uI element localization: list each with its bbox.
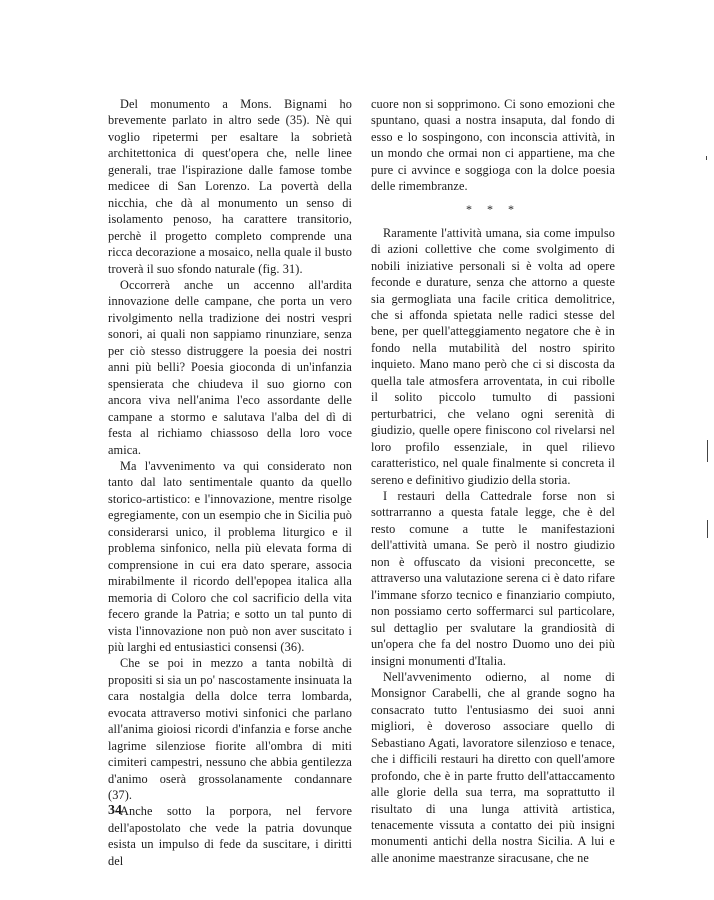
paragraph: Occorrerà anche un accenno all'ardita innovazione delle campane, che porta un vero rivolgimento nella tradizione dei nostri vespri sonori, ai quali non sappiamo rinunziare, senza per ciò stesso distruggere la poesia dei nostri anni più belli? Poesia gioconda di un'infanzia spensierata che chiudeva il suo giorno con ancora viva nell'anima l'eco assordante delle campane a stormo e salutava l'alba del dì di festa al richiamo chiassoso della loro voce amica. xyxy=(108,277,352,457)
paragraph: Che se poi in mezzo a tanta nobiltà di propositi si sia un po' nascostamente insinuata la cara nostalgia della dolce terra lombarda, evocata attraverso motivi sinfonici che parlano all'anima gioiosi ricordi d'infanzia e forse anche lagrime silenziose fiorite all'ombra di miti cimiteri campestri, nessuno che abbia gentilezza d'animo oserà grossolanamente condannare (37). xyxy=(108,656,352,803)
paragraph: cuore non si sopprimono. Ci sono emozioni che spuntano, quasi a nostra insaputa, dal fondo di esso e lo sospingono, con inconscia attività, in un mondo che ormai non ci appartiene, ma che pure ci avvince e soggioga con la dolce poesia delle rimembranze. xyxy=(371,97,615,194)
right-text-column xyxy=(371,96,615,866)
page-number: 34 xyxy=(108,803,122,818)
scan-mark xyxy=(706,156,707,160)
paragraph: Anche sotto la porpora, nel fervore dell'apostolato che vede la patria dovunque esista un impulso di fede da suscitare, i diritti del xyxy=(108,804,352,868)
paragraph: Ma l'avvenimento va qui considerato non tanto dal lato sentimentale quanto da quello storico-artistico: e l'innovazione, mentre risolge egregiamente, con un esempio che in Sicilia può considerarsi unico, il problema liturgico e il problema sinfonico, nella più elevata forma di comprensione in cui era dato sperare, associa mirabilmente il ricordo dell'epopea italica alla memoria di Coloro che col sacrificio della vita fecero grande la Patria; e sotto un tal punto di vista l'innovazione non può non aver suscitato i più larghi ed entusiastici consensi (36). xyxy=(108,458,352,654)
scan-mark xyxy=(707,440,708,462)
section-separator: * * * xyxy=(466,201,520,216)
paragraph: Raramente l'attività umana, sia come impulso di azioni collettive che come svolgimento di nobili iniziative personali si è volta ad opere feconde e durature, senza che attorno a queste sia germogliata una facile critica demolitrice, che si affonda spietata nelle radici stesse del bene, per quell'atteggiamento negatore che è in fondo nella mutabilità del nostro spirito inquieto. Mano mano però che ci si discosta da quella tale atmosfera arroventata, in cui ribolle il solito piccolo tumulto di passioni perturbatrici, che velano ogni serenità di giudizio, quelle opere finiscono col rivelarsi nel loro profilo essenziale, in quel rilievo caratteristico, nel quale finalmente si concreta il sereno e definitivo giudizio della storia. xyxy=(371,225,615,487)
paragraph: Del monumento a Mons. Bignami ho brevemente parlato in altro sede (35). Nè qui voglio ripetermi per esaltare la sobrietà architettonica di quest'opera che, nelle linee generali, trae l'ispirazione dalle famose tombe medicee di San Lorenzo. La povertà della nicchia, che dà al monumento un senso di isolamento penoso, ha carattere transitorio, perchè il progetto completo comprende una ricca decorazione a mosaico, nella quale il busto troverà il suo sfondo naturale (fig. 31). xyxy=(108,97,352,276)
paragraph: I restauri della Cattedrale forse non si sottrarranno a questa fatale legge, che è del resto comune a tutte le manifestazioni dell'attività umana. Se però il nostro giudizio non è offuscato da visioni preconcette, se attraverso una valutazione serena ci è dato rifare l'immane sforzo tecnico e finanziario compiuto, non possiamo certo soffermarci sul particolare, sul dettaglio per svalutare la grandiosità di un'opera che fa del nostro Duomo uno dei più insigni monumenti d'Italia. xyxy=(371,488,615,668)
left-text-column xyxy=(108,96,352,869)
paragraph: Nell'avvenimento odierno, al nome di Monsignor Carabelli, che al grande sogno ha consacrato tutto l'entusiasmo dei suoi anni migliori, è doveroso associare quello di Sebastiano Agati, lavoratore silenzioso e tenace, che i difficili restauri ha diretto con quell'amore profondo, che è in parte frutto dell'attaccamento alle glorie della sua terra, ma soprattutto il risultato di una lunga attività artistica, tenacemente vissuta a contatto dei più insigni monumenti antichi della nostra Sicilia. A lui e alle anonime maestranze siracusane, che ne xyxy=(371,669,615,865)
scan-mark xyxy=(707,520,708,538)
